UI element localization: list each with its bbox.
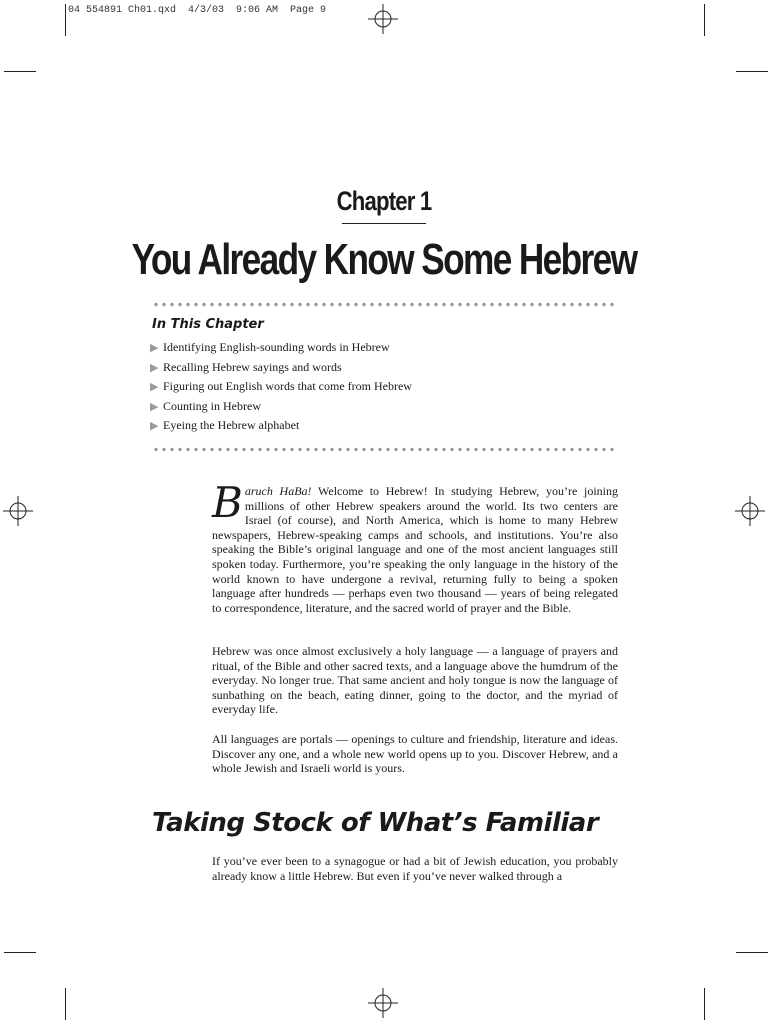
registration-mark-icon bbox=[368, 4, 398, 34]
section-heading: Taking Stock of What’s Familiar bbox=[152, 808, 599, 838]
bullet-arrow-icon: ▶ bbox=[150, 420, 159, 433]
greeting-italic: aruch HaBa! bbox=[244, 484, 312, 498]
crop-mark bbox=[65, 988, 66, 1020]
crop-mark bbox=[65, 4, 66, 36]
registration-mark-icon bbox=[368, 988, 398, 1018]
registration-mark-icon bbox=[735, 496, 765, 526]
list-item: ▶ Recalling Hebrew sayings and words bbox=[150, 358, 412, 378]
list-item: ▶ Counting in Hebrew bbox=[150, 397, 412, 417]
list-item: ▶ Eyeing the Hebrew alphabet bbox=[150, 416, 412, 436]
bullet-arrow-icon: ▶ bbox=[150, 361, 159, 374]
intro-paragraph-3: All languages are portals — openings to culture and friendship, literature and ideas. Discover any one, and a whole new world opens up to you. Discover Hebrew, and a whole Jewish and Israeli world is yours. bbox=[212, 732, 618, 776]
bullet-arrow-icon: ▶ bbox=[150, 381, 159, 394]
section-paragraph: If you’ve ever been to a synagogue or had a bit of Jewish education, you probably already know a little Hebrew. But even if you’ve never walked through a bbox=[212, 854, 618, 883]
dotted-divider bbox=[152, 447, 618, 452]
crop-mark bbox=[736, 71, 768, 72]
crop-mark bbox=[4, 71, 36, 72]
intro-paragraph-1: Baruch HaBa! Welcome to Hebrew! In studying Hebrew, you’re joining millions of other Hebrew speakers around the world. Its two centers are Israel (of course), and North America, which is home to many Hebrew newspapers, Hebrew-speaking camps and schools, and institutions. You’re also speaking the Bible’s original language and one of the most ancient languages still spoken today. Furthermore, you’re speaking the only language in the history of the world known to have undergone a revival, returning fully to being a spoken language after hundreds — perhaps even two thousand — years of being relegated to correspondence, literature, and the sacred world of prayer and the Bible. bbox=[212, 478, 618, 615]
dotted-divider bbox=[152, 302, 618, 307]
crop-mark bbox=[4, 952, 36, 953]
chapter-label: Chapter 1 bbox=[336, 186, 432, 216]
bullet-arrow-icon: ▶ bbox=[150, 400, 159, 413]
crop-mark bbox=[704, 4, 705, 36]
bullet-arrow-icon: ▶ bbox=[150, 342, 159, 354]
list-item: ▶ Figuring out English words that come from Hebrew bbox=[150, 377, 412, 397]
crop-mark bbox=[704, 988, 705, 1020]
chapter-topics-list bbox=[150, 338, 412, 436]
chapter-rule bbox=[342, 223, 426, 224]
print-slug: 04 554891 Ch01.qxd 4/3/03 9:06 AM Page 9 bbox=[68, 5, 327, 16]
intro-paragraph-2: Hebrew was once almost exclusively a holy language — a language of prayers and ritual, of the Bible and other sacred texts, and a language above the humdrum of the everyday. No longer true. That same ancient and holy tongue is now the language of sunbathing on the beach, eating dinner, going to the doctor, and the myriad of everyday life. bbox=[212, 644, 618, 717]
crop-mark bbox=[736, 952, 768, 953]
list-item: ▶ Identifying English-sounding words in Hebrew bbox=[150, 338, 412, 358]
registration-mark-icon bbox=[3, 496, 33, 526]
in-this-chapter-heading: In This Chapter bbox=[152, 317, 264, 332]
chapter-title: You Already Know Some Hebrew bbox=[131, 235, 637, 284]
drop-cap: B bbox=[212, 478, 243, 527]
